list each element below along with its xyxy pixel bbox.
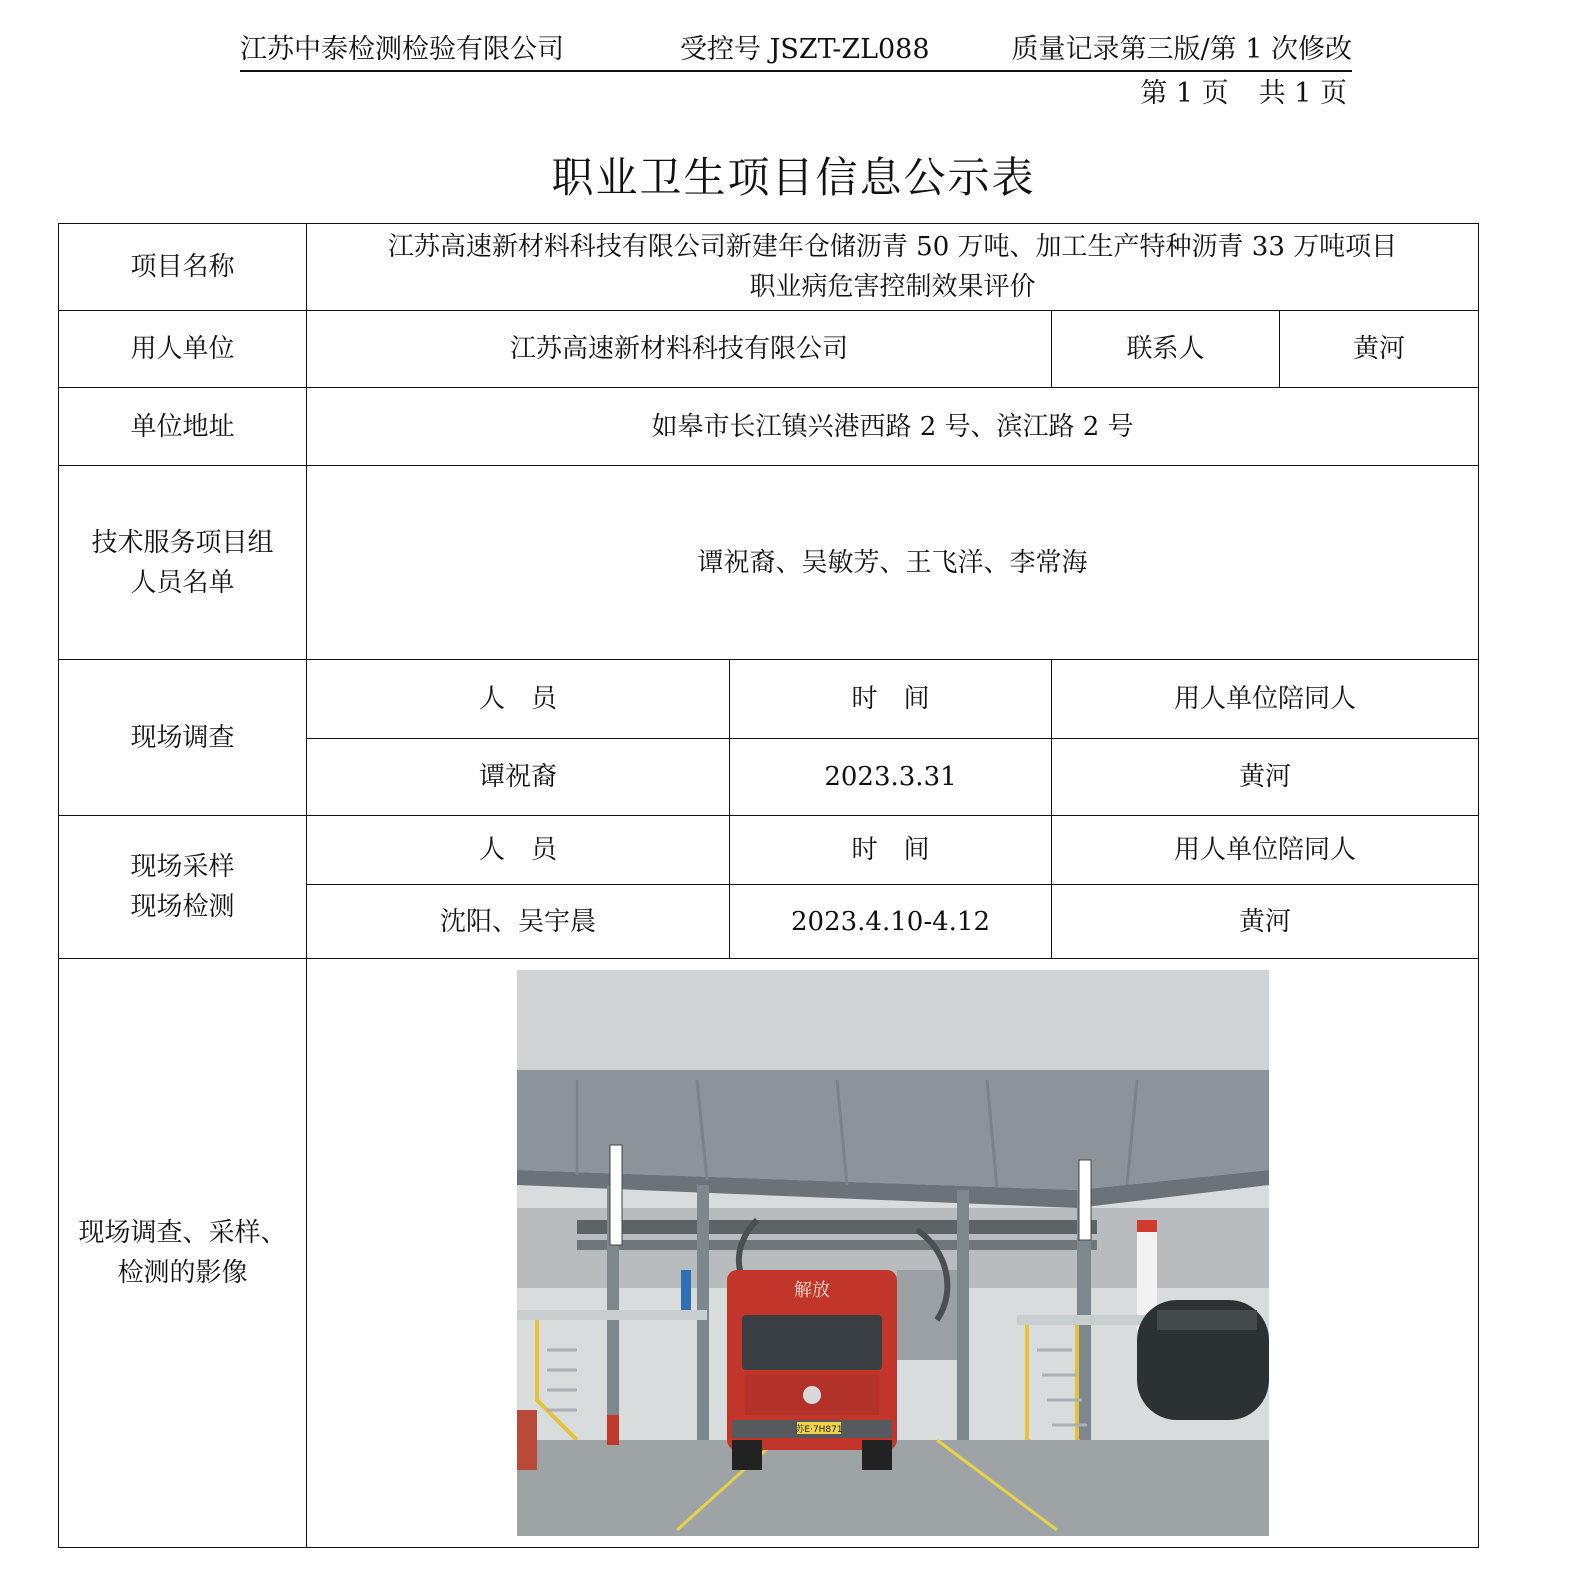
images-label-line1: 现场调查、采样、	[78, 1218, 287, 1248]
site-photo-illustration	[517, 970, 1269, 1536]
survey-label: 现场调查	[59, 660, 307, 816]
row-address	[59, 388, 1479, 466]
images-cell	[307, 959, 1479, 1548]
images-label	[59, 959, 307, 1548]
page-title: 职业卫生项目信息公示表	[551, 153, 1036, 202]
sampling-label	[59, 816, 307, 959]
survey-time: 2023.3.31	[730, 739, 1052, 816]
contact-label: 联系人	[1052, 311, 1280, 388]
row-team	[59, 466, 1479, 660]
survey-col-time: 时 间	[730, 660, 1052, 739]
sampling-escort: 黄河	[1052, 885, 1479, 959]
sampling-person: 沈阳、吴宇晨	[307, 885, 730, 959]
team-value: 谭祝裔、吴敏芳、王飞洋、李常海	[307, 466, 1479, 660]
row-project-name	[59, 224, 1479, 311]
sampling-time: 2023.4.10-4.12	[730, 885, 1052, 959]
sampling-col-escort: 用人单位陪同人	[1052, 816, 1479, 885]
sampling-label-line2: 现场检测	[130, 892, 235, 922]
row-employer	[59, 311, 1479, 388]
employer-value: 江苏高速新材料科技有限公司	[307, 311, 1052, 388]
info-table	[58, 223, 1479, 1548]
document-header	[240, 30, 1352, 72]
contact-value: 黄河	[1280, 311, 1479, 388]
survey-escort: 黄河	[1052, 739, 1479, 816]
page-info	[1140, 74, 1347, 114]
address-label: 单位地址	[59, 388, 307, 466]
survey-col-escort: 用人单位陪同人	[1052, 660, 1479, 739]
employer-label: 用人单位	[59, 311, 307, 388]
truck-plate: 苏E·7H871	[794, 1425, 843, 1435]
project-name-line2: 职业病危害控制效果评价	[749, 272, 1036, 302]
row-survey-header	[59, 660, 1479, 739]
header-version: 质量记录第三版/第 1 次修改	[1011, 34, 1352, 65]
row-images	[59, 959, 1479, 1548]
row-sampling-header	[59, 816, 1479, 885]
team-label-line1: 技术服务项目组	[91, 527, 274, 558]
address-value: 如皋市长江镇兴港西路 2 号、滨江路 2 号	[307, 388, 1479, 466]
survey-person: 谭祝裔	[307, 739, 730, 816]
sampling-col-time: 时 间	[730, 816, 1052, 885]
page-total: 共 1 页	[1258, 78, 1347, 109]
truck-cab-text: 解放	[793, 1280, 830, 1301]
header-control-number: 受控号 JSZT-ZL088	[680, 34, 930, 65]
project-name-value	[307, 224, 1479, 311]
team-label	[59, 466, 307, 660]
sampling-col-person: 人 员	[307, 816, 730, 885]
survey-col-person: 人 员	[307, 660, 730, 739]
site-photo	[517, 970, 1269, 1536]
sampling-label-line1: 现场采样	[130, 852, 235, 882]
page-current: 第 1 页	[1140, 78, 1229, 109]
header-company: 江苏中泰检测检验有限公司	[240, 34, 564, 65]
project-name-label: 项目名称	[59, 224, 307, 311]
images-label-line2: 检测的影像	[117, 1258, 248, 1288]
team-label-line2: 人员名单	[130, 567, 235, 598]
project-name-line1: 江苏高速新材料科技有限公司新建年仓储沥青 50 万吨、加工生产特种沥青 33 万吨项目	[387, 232, 1398, 262]
